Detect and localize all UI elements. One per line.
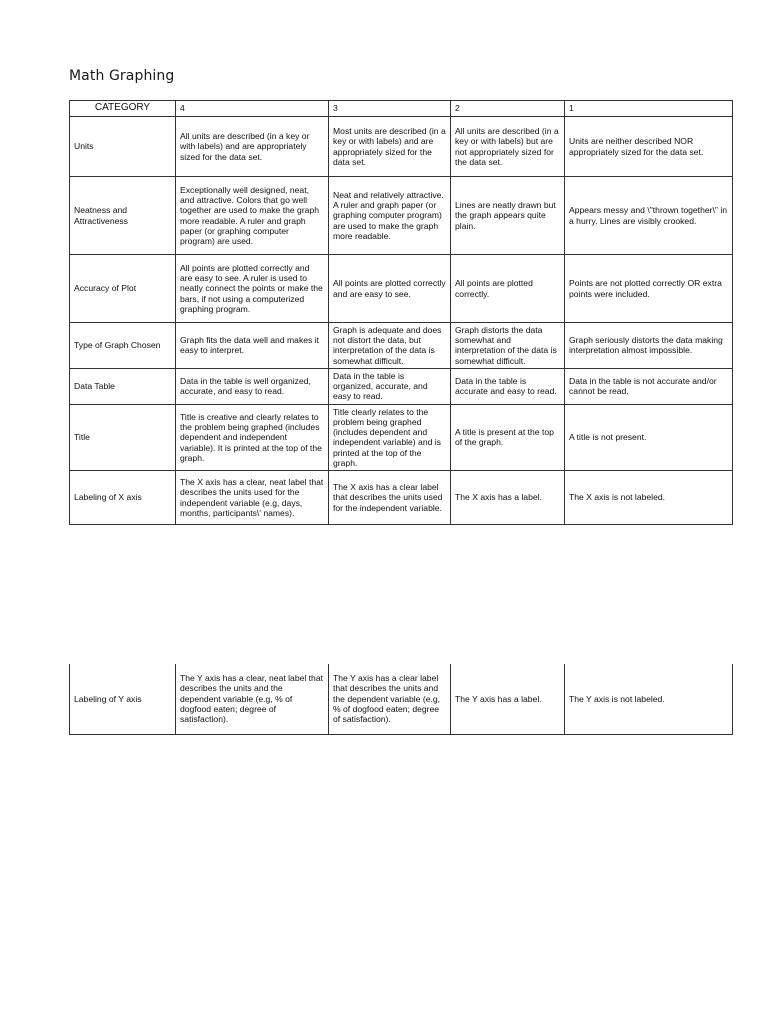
score-2-cell: Data in the table is accurate and easy to read. xyxy=(451,368,565,404)
rubric-header-row xyxy=(70,101,733,117)
score-1-cell: A title is not present. xyxy=(565,404,733,470)
score-2-cell: Lines are neatly drawn but the graph appears quite plain. xyxy=(451,177,565,255)
score-3-cell: All points are plotted correctly and are easy to see. xyxy=(329,255,451,323)
score-3-cell: Most units are described (in a key or with labels) and are appropriately sized for the data set. xyxy=(329,117,451,177)
score-4-cell: Data in the table is well organized, accurate, and easy to read. xyxy=(176,368,329,404)
score-3-cell: The Y axis has a clear label that describes the units and the dependent variable (e.g, % of dogfood eaten; degree of satisfaction). xyxy=(329,664,451,734)
score-3-cell: Neat and relatively attractive. A ruler and graph paper (or graphing computer program) are used to make the graph more readable. xyxy=(329,177,451,255)
category-cell: Labeling of X axis xyxy=(70,471,176,525)
score-1-cell: The X axis is not labeled. xyxy=(565,471,733,525)
table-row xyxy=(70,471,733,525)
score-2-cell: The Y axis has a label. xyxy=(451,664,565,734)
score-1-cell: Points are not plotted correctly OR extra points were included. xyxy=(565,255,733,323)
category-cell: Data Table xyxy=(70,368,176,404)
category-cell: Units xyxy=(70,117,176,177)
table-row xyxy=(70,323,733,369)
score-2-cell: All units are described (in a key or with labels) but are not appropriately sized for the data set. xyxy=(451,117,565,177)
score-3-cell: Data in the table is organized, accurate, and easy to read. xyxy=(329,368,451,404)
category-cell: Accuracy of Plot xyxy=(70,255,176,323)
header-category: CATEGORY xyxy=(70,101,176,117)
score-4-cell: Exceptionally well designed, neat, and attractive. Colors that go well together are used to make the graph more readable. A ruler and graph paper (or graphing computer program) are used. xyxy=(176,177,329,255)
table-row xyxy=(70,664,733,734)
score-4-cell: Graph fits the data well and makes it easy to interpret. xyxy=(176,323,329,369)
rubric-table xyxy=(69,100,733,525)
score-1-cell: Data in the table is not accurate and/or cannot be read. xyxy=(565,368,733,404)
header-score-3: 3 xyxy=(329,101,451,117)
table-row xyxy=(70,117,733,177)
category-cell: Title xyxy=(70,404,176,470)
score-3-cell: Graph is adequate and does not distort the data, but interpretation of the data is somewhat difficult. xyxy=(329,323,451,369)
rubric-table-continued xyxy=(69,664,733,735)
header-score-1: 1 xyxy=(565,101,733,117)
table-row xyxy=(70,255,733,323)
score-1-cell: Appears messy and \"thrown together\" in a hurry. Lines are visibly crooked. xyxy=(565,177,733,255)
score-4-cell: All points are plotted correctly and are easy to see. A ruler is used to neatly connect the points or make the bars, if not using a computerized graphing program. xyxy=(176,255,329,323)
category-cell: Labeling of Y axis xyxy=(70,664,176,734)
table-row xyxy=(70,177,733,255)
category-cell: Type of Graph Chosen xyxy=(70,323,176,369)
score-3-cell: Title clearly relates to the problem being graphed (includes dependent and independent variable) and is printed at the top of the graph. xyxy=(329,404,451,470)
score-4-cell: All units are described (in a key or with labels) and are appropriately sized for the data set. xyxy=(176,117,329,177)
table-row xyxy=(70,404,733,470)
score-2-cell: All points are plotted correctly. xyxy=(451,255,565,323)
score-3-cell: The X axis has a clear label that describes the units used for the independent variable. xyxy=(329,471,451,525)
document-title: Math Graphing xyxy=(69,68,175,84)
header-score-4: 4 xyxy=(176,101,329,117)
score-2-cell: Graph distorts the data somewhat and interpretation of the data is somewhat difficult. xyxy=(451,323,565,369)
score-2-cell: The X axis has a label. xyxy=(451,471,565,525)
score-1-cell: Graph seriously distorts the data making interpretation almost impossible. xyxy=(565,323,733,369)
header-score-2: 2 xyxy=(451,101,565,117)
score-1-cell: The Y axis is not labeled. xyxy=(565,664,733,734)
score-4-cell: Title is creative and clearly relates to the problem being graphed (includes dependent and independent variable). It is printed at the top of the graph. xyxy=(176,404,329,470)
score-2-cell: A title is present at the top of the graph. xyxy=(451,404,565,470)
score-4-cell: The Y axis has a clear, neat label that describes the units and the dependent variable (e.g, % of dogfood eaten; degree of satisfaction). xyxy=(176,664,329,734)
category-cell: Neatness and Attractiveness xyxy=(70,177,176,255)
score-4-cell: The X axis has a clear, neat label that describes the units used for the independent variable (e.g, days, months, participants\' names). xyxy=(176,471,329,525)
table-row xyxy=(70,368,733,404)
score-1-cell: Units are neither described NOR appropriately sized for the data set. xyxy=(565,117,733,177)
